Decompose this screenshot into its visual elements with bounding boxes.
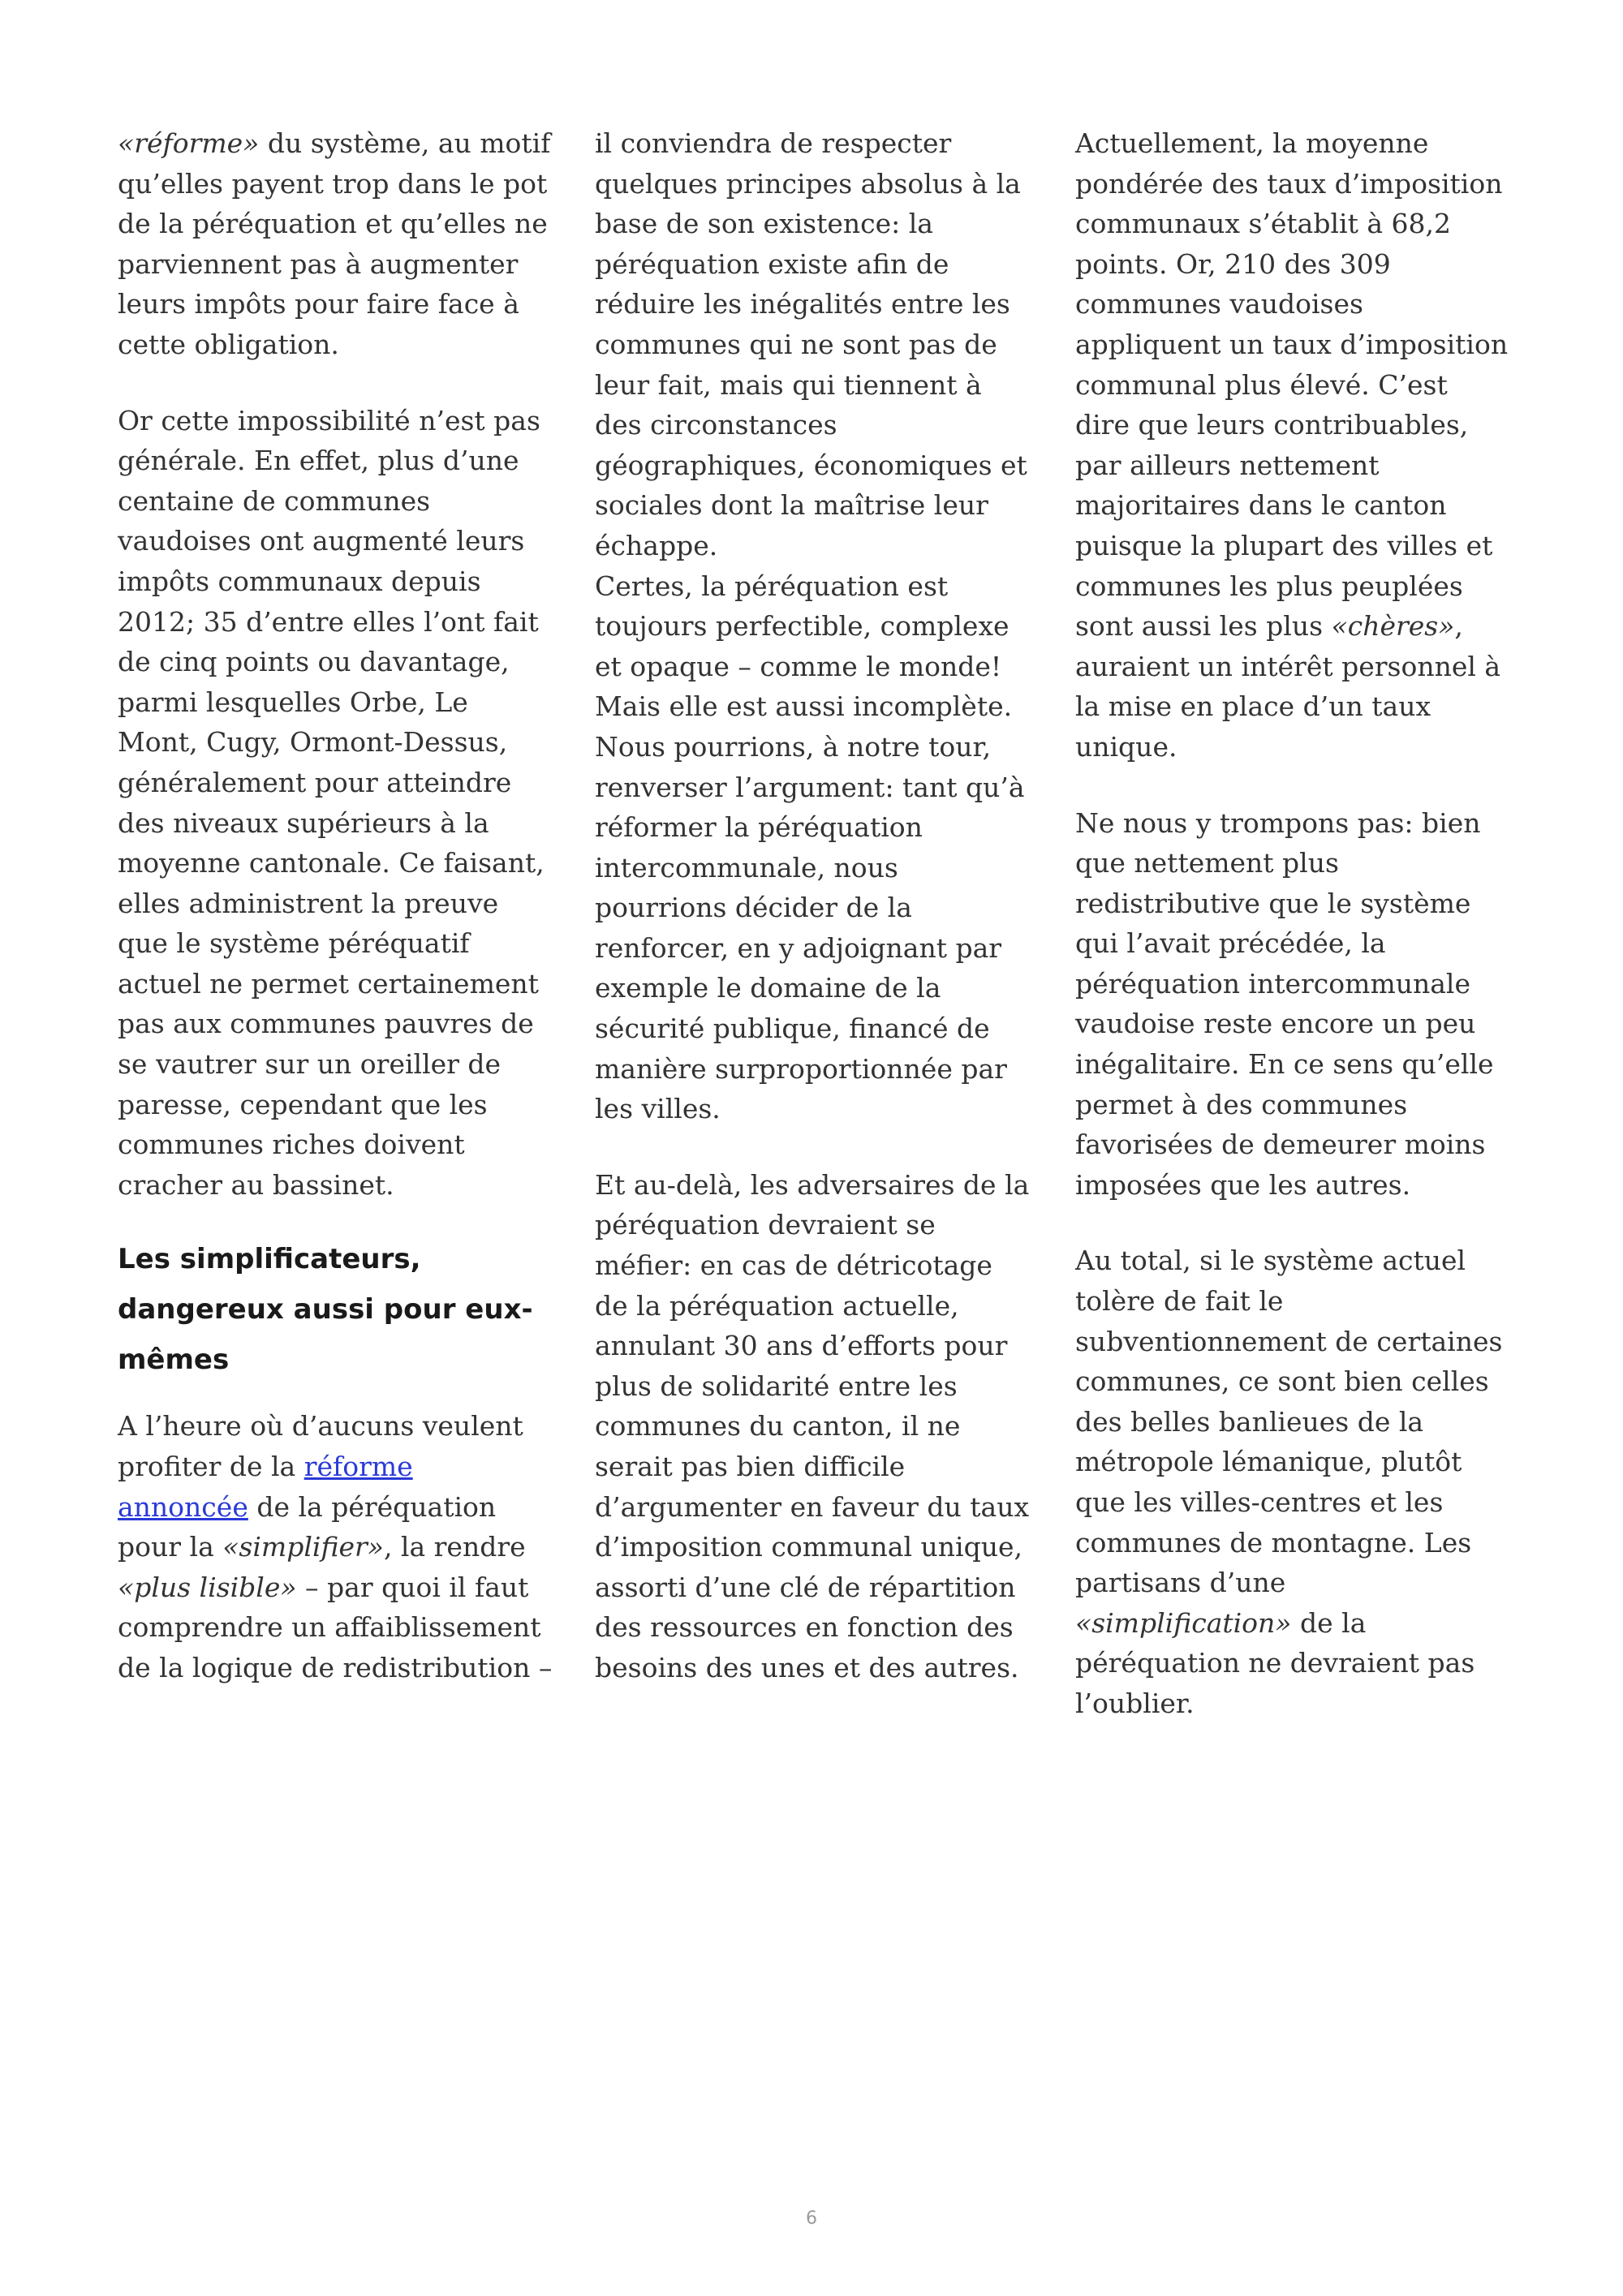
paragraph-text: , la rendre <box>383 1531 526 1563</box>
link-text-part-1[interactable]: réforme <box>304 1451 413 1483</box>
paragraph-6: Et au-delà, les adversaires de la péréquation devraient se méfier: en cas de détricotage de la péréquation actuelle, annulant 30 ans d’efforts pour plus de solidarité entre les communes du canton, il ne serait pas bien difficile d’argumenter en faveur du taux d’imposition communal unique, assorti d’une clé de répartition des ressources en fonction des besoins des unes et des autres. <box>595 1168 1030 1683</box>
quote-simplifier: «simplifier» <box>222 1531 384 1563</box>
paragraph-7 <box>1075 123 1530 767</box>
paragraph-2: Or cette impossibilité n’est pas générale. En effet, plus d’une centaine de communes vaudoises ont augmenté leurs impôts communaux depuis 2012; 35 d’entre elles l’ont fait de cinq points ou davantage, parmi lesquelles Orbe, Le Mont, Cugy, Ormont-Dessus, généralement pour atteindre des niveaux supérieurs à la moyenne cantonale. Ce faisant, elles administrent la preuve que le système péréquatif actuel ne permet certainement pas aux communes pauvres de se vautrer sur un oreiller de paresse, cependant que les communes riches doivent cracher au bassinet. <box>118 404 545 1201</box>
page-number: 6 <box>806 2208 817 2229</box>
quote-reforme: «réforme» <box>118 127 260 159</box>
section-heading: Les simplificateurs, dangereux aussi pour eux- mêmes <box>118 1243 533 1377</box>
paragraph-9 <box>1075 1240 1530 1723</box>
text-column-1 <box>118 123 572 1688</box>
quote-cheres: «chères» <box>1331 610 1455 643</box>
paragraph-text: – par quoi il faut comprendre un affaiblissement de la logique de redistribution – <box>118 1571 553 1683</box>
paragraph-3 <box>118 1406 572 1688</box>
paragraph-text: , auraient un intérêt personnel à la mise en place d’un taux unique. <box>1075 610 1501 763</box>
paragraph-text: Actuellement, la moyenne pondérée des taux d’imposition communaux s’établit à 68,2 points. Or, 210 des 309 communes vaudoises appliquent un taux d’imposition communal plus élevé. C’est dire que leurs contribuables, par ailleurs nettement majoritaires dans le canton puisque la plupart des villes et communes les plus peuplées sont aussi les plus <box>1075 127 1509 643</box>
link-text-part-2[interactable]: annoncée <box>118 1490 248 1523</box>
paragraph-text: de la péréquation ne devraient pas l’oublier. <box>1075 1606 1475 1719</box>
paragraph-text: du système, au motif qu’elles payent trop dans le pot de la péréquation et qu’elles ne parviennent pas à augmenter leurs impôts pour faire face à cette obligation. <box>118 127 551 360</box>
text-column-3 <box>1075 123 1530 1760</box>
paragraph-text: de la péréquation pour la <box>118 1490 497 1563</box>
quote-plus-lisible: «plus lisible» <box>118 1571 297 1603</box>
text-column-2 <box>595 123 1049 1724</box>
paragraph-8: Ne nous y trompons pas: bien que nettement plus redistributive que le système qui l’avait précédée, la péréquation intercommunale vaudoise reste encore un peu inégalitaire. En ce sens qu’elle permet à des communes favorisées de demeurer moins imposées que les autres. <box>1075 806 1494 1201</box>
paragraph-1 <box>118 123 572 365</box>
paragraph-text: Au total, si le système actuel tolère de fait le subventionnement de certaines communes, ce sont bien celles des belles banlieues de la métropole lémanique, plutôt que les villes-centres et les communes de montagne. Les partisans d’une <box>1075 1245 1503 1599</box>
paragraph-4: il conviendra de respecter quelques principes absolus à la base de son existence: la péréquation existe afin de réduire les inégalités entre les communes qui ne sont pas de leur fait, mais qui tiennent à des circonstances géographiques, économiques et sociales dont la maîtrise leur échappe. <box>595 127 1027 561</box>
paragraph-text: A l’heure où d’aucuns veulent profiter de la <box>118 1410 523 1483</box>
quote-simplification: «simplification» <box>1075 1606 1292 1639</box>
paragraph-5: Certes, la péréquation est toujours perfectible, complexe et opaque – comme le monde! Mais elle est aussi incomplète. Nous pourrions, à notre tour, renverser l’argument: tant qu’à réformer la péréquation intercommunale, nous pourrions décider de la renforcer, en y adjoignant par exemple le domaine de la sécurité publique, financé de manière surproportionnée par les villes. <box>595 570 1025 1125</box>
